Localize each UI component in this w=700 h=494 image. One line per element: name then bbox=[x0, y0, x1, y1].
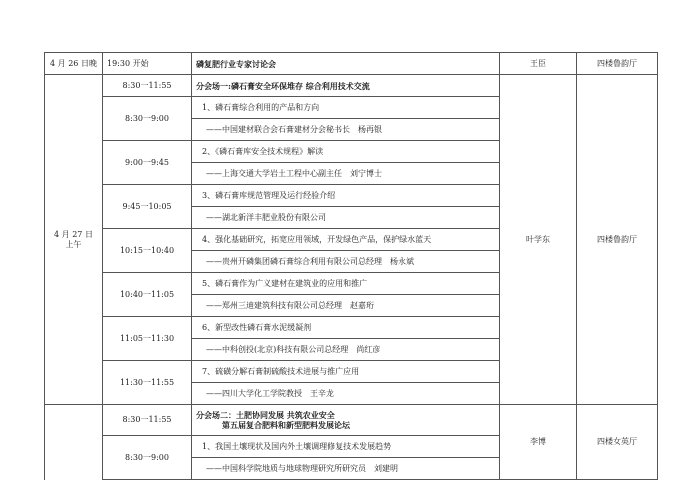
session2-host: 李博 bbox=[500, 405, 577, 480]
talk-topic: 5、磷石膏作为广义建材在建筑业的应用和推广 bbox=[192, 273, 500, 295]
session1-date-line1: 4 月 27 日 bbox=[54, 229, 93, 239]
talk-speaker: ——中国建材联合会石膏建材分会秘书长 杨再银 bbox=[192, 119, 500, 141]
session2-date bbox=[45, 405, 103, 480]
talk-time: 10:15一10:40 bbox=[103, 229, 192, 273]
session2-title-row bbox=[45, 405, 658, 436]
talk-time: 10:40一11:05 bbox=[103, 273, 192, 317]
talk-speaker: ——四川大学化工学院教授 王辛龙 bbox=[192, 383, 500, 405]
talk-topic: 1、我国土壤现状及国内外土壤调理修复技术发展趋势 bbox=[192, 436, 500, 458]
talk-time: 9:00一9:45 bbox=[103, 141, 192, 185]
talk-topic: 2、《磷石膏库安全技术规程》解读 bbox=[192, 141, 500, 163]
talk-time: 8:30一9:00 bbox=[103, 436, 192, 480]
talk-speaker: ——贵州开磷集团磷石膏综合利用有限公司总经理 杨永斌 bbox=[192, 251, 500, 273]
session2-title-line2: 第五届复合肥料和新型肥料发展论坛 bbox=[222, 420, 350, 430]
session1-time: 8:30一11:55 bbox=[103, 75, 192, 97]
session2-time: 8:30一11:55 bbox=[103, 405, 192, 436]
talk-time: 11:05一11:30 bbox=[103, 317, 192, 361]
location-cell: 四楼鲁韵厅 bbox=[577, 53, 658, 75]
schedule-table bbox=[44, 52, 658, 480]
talk-topic: 7、硫磺分解石膏制硫酸技术进展与推广应用 bbox=[192, 361, 500, 383]
talk-speaker: ——郑州三迪建筑科技有限公司总经理 赵嘉珩 bbox=[192, 295, 500, 317]
talk-topic: 3、磷石膏库规范管理及运行经验介绍 bbox=[192, 185, 500, 207]
talk-time: 11:30一11:55 bbox=[103, 361, 192, 405]
talk-time: 9:45一10:05 bbox=[103, 185, 192, 229]
talk-speaker: ——上海交通大学岩土工程中心副主任 刘宁博士 bbox=[192, 163, 500, 185]
host-cell: 王臣 bbox=[500, 53, 577, 75]
session1-title-row bbox=[45, 75, 658, 97]
talk-speaker: ——中国科学院地质与地球物理研究所研究员 刘建明 bbox=[192, 458, 500, 480]
session2-location: 四楼女英厅 bbox=[577, 405, 658, 480]
talk-speaker: ——湖北新洋丰肥业股份有限公司 bbox=[192, 207, 500, 229]
talk-time: 8:30一9:00 bbox=[103, 97, 192, 141]
talk-speaker: ——中科创投(北京)科技有限公司总经理 尚红彦 bbox=[192, 339, 500, 361]
session1-host: 叶学东 bbox=[500, 75, 577, 405]
session1-title: 分会场一:磷石膏安全环保堆存 综合利用技术交流 bbox=[192, 75, 500, 97]
header-row bbox=[45, 53, 658, 75]
session2-title-line1: 分会场二：土肥协同发展 共筑农业安全 bbox=[196, 410, 335, 420]
date-cell: 4 月 26 日晚 bbox=[45, 53, 103, 75]
talk-topic: 4、强化基础研究，拓宽应用领域，开发绿色产品，保护绿水蓝天 bbox=[192, 229, 500, 251]
session2-title bbox=[192, 405, 500, 436]
session1-location: 四楼鲁韵厅 bbox=[577, 75, 658, 405]
session1-date-line2: 上午 bbox=[65, 239, 82, 249]
event-title: 磷复肥行业专家讨论会 bbox=[192, 53, 500, 75]
time-cell: 19:30 开始 bbox=[103, 53, 192, 75]
session1-date bbox=[45, 75, 103, 405]
talk-topic: 1、磷石膏综合利用的产品和方向 bbox=[192, 97, 500, 119]
talk-topic: 6、新型改性磷石膏水泥缓凝剂 bbox=[192, 317, 500, 339]
